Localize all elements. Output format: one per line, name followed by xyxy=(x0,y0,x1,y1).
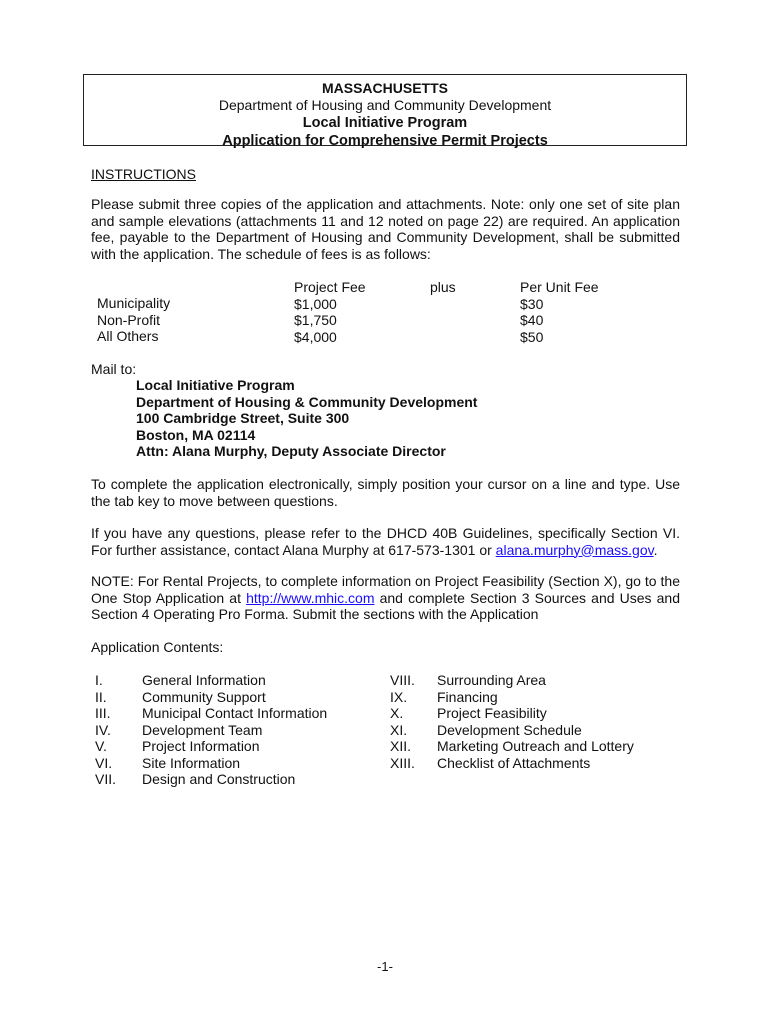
mailing-address xyxy=(136,377,477,460)
section-number: VIII. xyxy=(390,672,415,688)
contents-heading: Application Contents: xyxy=(91,639,224,655)
section-number: IX. xyxy=(390,688,408,705)
section-title: Municipal Contact Information xyxy=(142,705,328,721)
page-number: -1- xyxy=(377,959,393,974)
per-unit-fee-value: $30 xyxy=(520,295,544,312)
section-title: Project Feasibility xyxy=(437,705,547,721)
section-number: VI. xyxy=(95,754,113,771)
section-title: Project Information xyxy=(142,738,260,754)
fee-row-label: All Others xyxy=(97,328,159,344)
instructions-heading: INSTRUCTIONS xyxy=(91,166,196,182)
address-line: Boston, MA 02114 xyxy=(136,426,256,443)
contents-item xyxy=(390,722,634,739)
program-title: Local Initiative Program xyxy=(302,115,468,131)
questions-text: If you have any questions, please refer to the DHCD 40B Guidelines, specifically Section VI. For further assistance, contact Alana Murphy at 617-573-1301 or xyxy=(91,525,680,558)
section-number: XI. xyxy=(390,721,408,738)
instructions-paragraph: Please submit three copies of the application and attachments. Note: only one set of site plan and sample elevations (attachments 11 and 12 noted on page 22) are required. An application fee, payable to the Department of Housing and Community Development, shall be submitted with the application. The schedule of fees is as follows: xyxy=(91,196,680,262)
section-title: Design and Construction xyxy=(142,771,296,787)
contents-right-column xyxy=(390,672,634,771)
section-title: Site Information xyxy=(142,754,241,771)
section-number: XII. xyxy=(390,738,412,754)
section-number: V. xyxy=(95,738,107,754)
address-line: Attn: Alana Murphy, Deputy Associate Director xyxy=(136,443,446,459)
contents-item xyxy=(390,689,634,706)
project-fee-value: $4,000 xyxy=(294,328,337,345)
section-title: Development Schedule xyxy=(437,721,582,738)
per-unit-fee-column xyxy=(520,279,599,345)
rental-projects-note xyxy=(91,573,680,623)
section-title: Marketing Outreach and Lottery xyxy=(437,738,634,754)
plus-label: plus xyxy=(430,279,456,295)
address-line: 100 Cambridge Street, Suite 300 xyxy=(136,410,350,426)
fee-row-label: Non-Profit xyxy=(97,311,161,328)
section-title: Checklist of Attachments xyxy=(437,754,591,771)
mail-to-label: Mail to: xyxy=(91,361,137,377)
application-title: Application for Comprehensive Permit Projects xyxy=(222,133,548,149)
state-heading: MASSACHUSETTS xyxy=(321,80,448,96)
contents-item xyxy=(95,689,327,706)
address-line: Local Initiative Program xyxy=(136,377,295,393)
per-unit-fee-header: Per Unit Fee xyxy=(520,279,599,295)
mhic-link[interactable]: http://www.mhic.com xyxy=(246,589,375,606)
electronic-completion-note: To complete the application electronically, simply position your cursor on a line and type. Use the tab key to move between questions. xyxy=(91,476,680,509)
project-fee-header: Project Fee xyxy=(294,279,366,295)
email-link[interactable]: alana.murphy@mass.gov xyxy=(495,541,654,558)
contents-item xyxy=(390,705,634,722)
section-number: I. xyxy=(95,672,103,688)
fee-labels xyxy=(97,295,170,345)
project-fee-value: $1,000 xyxy=(294,295,337,312)
fee-row-label: Municipality xyxy=(97,295,171,311)
per-unit-fee-value: $40 xyxy=(520,312,544,328)
questions-text-end: . xyxy=(653,541,658,558)
contents-item xyxy=(95,672,327,689)
section-number: X. xyxy=(390,705,404,721)
section-title: Community Support xyxy=(142,688,266,705)
contents-item xyxy=(390,755,634,772)
project-fee-value: $1,750 xyxy=(294,312,337,328)
section-number: IV. xyxy=(95,721,111,738)
questions-paragraph xyxy=(91,525,680,558)
section-number: XIII. xyxy=(390,754,415,771)
rental-note-text-end: and complete Section 3 Sources and Uses and Section 4 Operating Pro Forma. Submit the sections with the Application xyxy=(91,589,680,622)
section-number: II. xyxy=(95,688,107,705)
section-title: Development Team xyxy=(142,721,263,738)
contents-item xyxy=(390,738,634,755)
contents-item xyxy=(95,738,327,755)
title-box xyxy=(83,74,687,149)
department-name: Department of Housing and Community Development xyxy=(218,97,552,113)
contents-item xyxy=(95,771,327,788)
address-line: Department of Housing & Community Development xyxy=(136,393,478,410)
section-number: VII. xyxy=(95,771,117,787)
section-title: Financing xyxy=(437,688,498,705)
contents-item xyxy=(95,722,327,739)
contents-left-column xyxy=(95,672,327,788)
per-unit-fee-value: $50 xyxy=(520,328,544,345)
section-number: III. xyxy=(95,705,111,721)
project-fee-column xyxy=(294,279,366,345)
section-title: Surrounding Area xyxy=(437,672,546,688)
section-title: General Information xyxy=(142,672,266,688)
rental-note-text: NOTE: For Rental Projects, to complete information on Project Feasibility (Section X), go to the One Stop Application at xyxy=(91,573,680,606)
contents-item xyxy=(390,672,634,689)
contents-item xyxy=(95,705,327,722)
contents-item xyxy=(95,755,327,772)
